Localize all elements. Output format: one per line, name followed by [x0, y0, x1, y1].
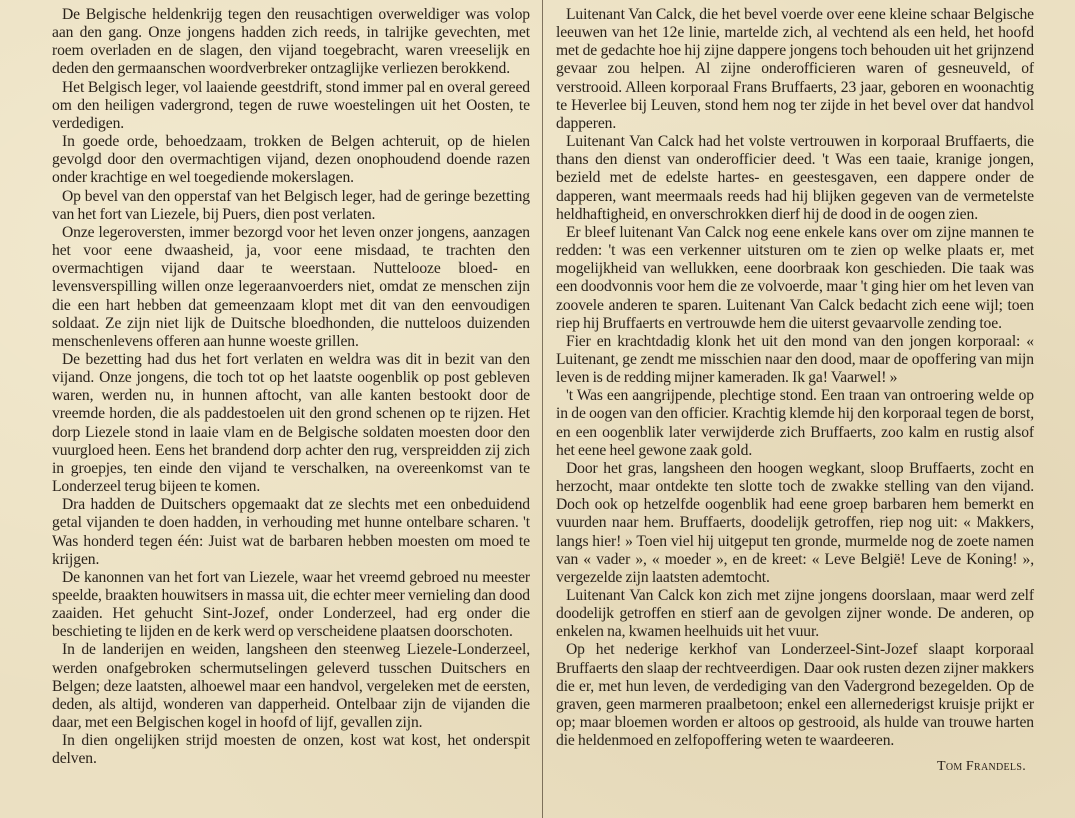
paragraph: De Belgische heldenkrijg tegen den reusachtigen overweldiger was volop aan den gang. Onze jongens hadden zich reeds, in talrijke gevechten, met roem overladen en de slagen, den vijand toegebracht, waren vreeselijk en deden den germaanschen woordverbreker ontzaglijke verliezen berokkend. [52, 6, 530, 78]
paragraph: De bezetting had dus het fort verlaten en weldra was dit in bezit van den vijand. Onze jongens, die toch tot op het laatste oogenblik op post gebleven waren, werden nu, in hunnen aftocht, van alle kanten bestookt door de vreemde horden, die als paddestoelen uit den grond schenen op te rijzen. Het dorp Liezele stond in laaie vlam en de Belgische soldaten moesten door den vuurgloed heen. Eens het brandend dorp achter den rug, verspreidden zij zich in groepjes, ten einde den vijand te verschalken, na overeenkomst van te Londerzeel terug bijeen te komen. [52, 350, 530, 496]
paragraph: Onze legeroversten, immer bezorgd voor het leven onzer jongens, aanzagen het voor eene dwaasheid, ja, voor eene misdaad, te trachten den overmachtigen vijand daar te weerstaan. Nutteloozе bloed- en levensverspilling willen onze legeraanvoerders niet, omdat ze menschen zijn die een hart hebben dat gemeenzaam klopt met dit van den eenvoudigen soldaat. Ze zijn niet lijk de Duitsche bloedhonden, die nutteloos duizenden menschenlevens offeren aan hunne woeste grillen. [52, 223, 530, 350]
paragraph: Luitenant Van Calck had het volste vertrouwen in korporaal Bruffaerts, die thans den dienst van onderofficier deed. 't Was een taaie, kranige jongen, bezield met de edelste hartes- en geestesgaven, een dappere onder de dapperen, want meermaals reeds had hij blijken gegeven van de vermetelste heldhaftigheid, en onverschrokken dierf hij de dood in de oogen zien. [556, 133, 1034, 223]
paragraph: Luitenant Van Calck kon zich met zijne jongens doorslaan, maar werd zelf doodelijk getroffen en stierf aan de gevolgen zijner wonde. De anderen, op enkelen na, kwamen heelhuids uit het vuur. [556, 587, 1034, 641]
paragraph: In dien ongelijken strijd moesten de onzen, kost wat kost, het onderspit delven. [52, 732, 530, 768]
left-column [52, 6, 530, 769]
paragraph: In de landerijen en weiden, langsheen den steenweg Liezele-Londerzeel, werden onafgebroken schermutselingen geleverd tusschen Duitschers en Belgen; deze laatsten, alhoewel maar een handvol, vergeleken met de eersten, deden, als altijd, wonderen van dapperheid. Ontelbaar zijn de vijanden die daar, met een Belgischen kogel in hoofd of lijf, gevallen zijn. [52, 641, 530, 732]
paragraph: Luitenant Van Calck, die het bevel voerde over eene kleine schaar Belgische leeuwen van het 12e linie, martelde zich, al vechtend als een held, het hoofd met de gedachte hoe hij zijne dappere jongens toch behouden uit het grijnzend gevaar zou helpen. Al zijne onderofficieren waren of gesneuveld, of verstrooid. Alleen korporaal Frans Bruffaerts, 23 jaar, geboren en woonachtig te Heverlee bij Leuven, stond hem nog ter zijde in het bevel over dat handvol dapperen. [556, 6, 1034, 132]
paragraph: Op het nederige kerkhof van Londerzeel-Sint-Jozef slaapt korporaal Bruffaerts den slaap der rechtveerdigen. Daar ook rusten dezen zijner makkers die er, met hun leven, de verdediging van den Vadergrond bezegelden. Op de graven, geen marmeren praalbetoon; enkel een allernederigst kruisje prijkt er op; maar bloemen worden er altoos op gestrooid, als hulde van trouwe harten die heldenmoed en zelfopoffering weten te waardeeren. [556, 641, 1034, 750]
paragraph: Er bleef luitenant Van Calck nog eene enkele kans over om zijne mannen te redden: 't was een verkenner uitsturen om te zien op welke plaats er, met mogelijkheid van wellukken, eene doorbraak kon geschieden. Die taak was een doodvonnis voor hem die ze volvoerde, maar 't ging hier om het leven van zoovele anderen te sparen. Luitenant Van Calck bedacht zich eene wijl; toen riep hij Bruffaerts en vertrouwde hem die uiterst gevaarvolle zending toe. [556, 223, 1034, 332]
paragraph: Door het gras, langsheen den hoogen wegkant, sloop Bruffaerts, zocht en herzocht, maar ontdekte ten slotte toch de zwakke stelling van den vijand. Doch ook op hetzelfde oogenblik had eene groep barbaren hem bemerkt en vuurden naar hem. Bruffaerts, doodelijk getroffen, riep nog uit: « Makkers, langs hier! » Toen viel hij uitgeput ten gronde, murmelde nog de zoete namen van « vader », « moeder », en de kreet: « Leve België! Leve de Koning! », vergezelde zijn laatsten ademtocht. [556, 459, 1034, 586]
right-column [556, 6, 1034, 777]
column-divider [542, 0, 543, 818]
paragraph: Het Belgisch leger, vol laaiende geestdrift, stond immer pal en overal gereed om den heiligen vadergrond, tegen de ruwe woestelingen uit het Oosten, te verdedigen. [52, 78, 530, 132]
paragraph: De kanonnen van het fort van Liezele, waar het vreemd gebroed nu meester speelde, braakten houwitsers in massa uit, die echter meer vernieling dan dood zaaiden. Het gehucht Sint-Jozef, onder Londerzeel, had erg onder die beschieting te lijden en de kerk werd op verscheidene plaatsen doorschoten. [52, 568, 530, 641]
paragraph: 't Was een aangrijpende, plechtige stond. Een traan van ontroering welde op in de oogen van den officier. Krachtig klemde hij den korporaal tegen de borst, en een oogenblik later verwijderde zich Bruffaerts, zoo kalm en rustig alsof het eene heel gewone zaak gold. [556, 387, 1034, 459]
paragraph: In goede orde, behoedzaam, trokken de Belgen achteruit, op de hielen gevolgd door den overmachtigen vijand, dezen onophoudend doende razen onder krachtige en wel toegediende mokerslagen. [52, 133, 530, 187]
paragraph: Dra hadden de Duitschers opgemaakt dat ze slechts met een onbeduidend getal vijanden te doen hadden, in verhouding met hunne ontelbare scharen. 't Was honderd tegen één: Juist wat de barbaren hebben moesten om moed te krijgen. [52, 496, 530, 568]
author-signature: Tom Frandels. [937, 759, 1026, 775]
paragraph: Op bevel van den opperstaf van het Belgisch leger, had de geringe bezetting van het fort van Liezele, bij Puers, dien post verlaten. [52, 187, 530, 223]
paragraph: Fier en krachtdadig klonk het uit den mond van den jongen korporaal: « Luitenant, ge zendt me misschien naar den dood, maar de opoffering van mijn leven is de redding mijner kameraden. Ik ga! Vaarwel! » [556, 332, 1034, 387]
